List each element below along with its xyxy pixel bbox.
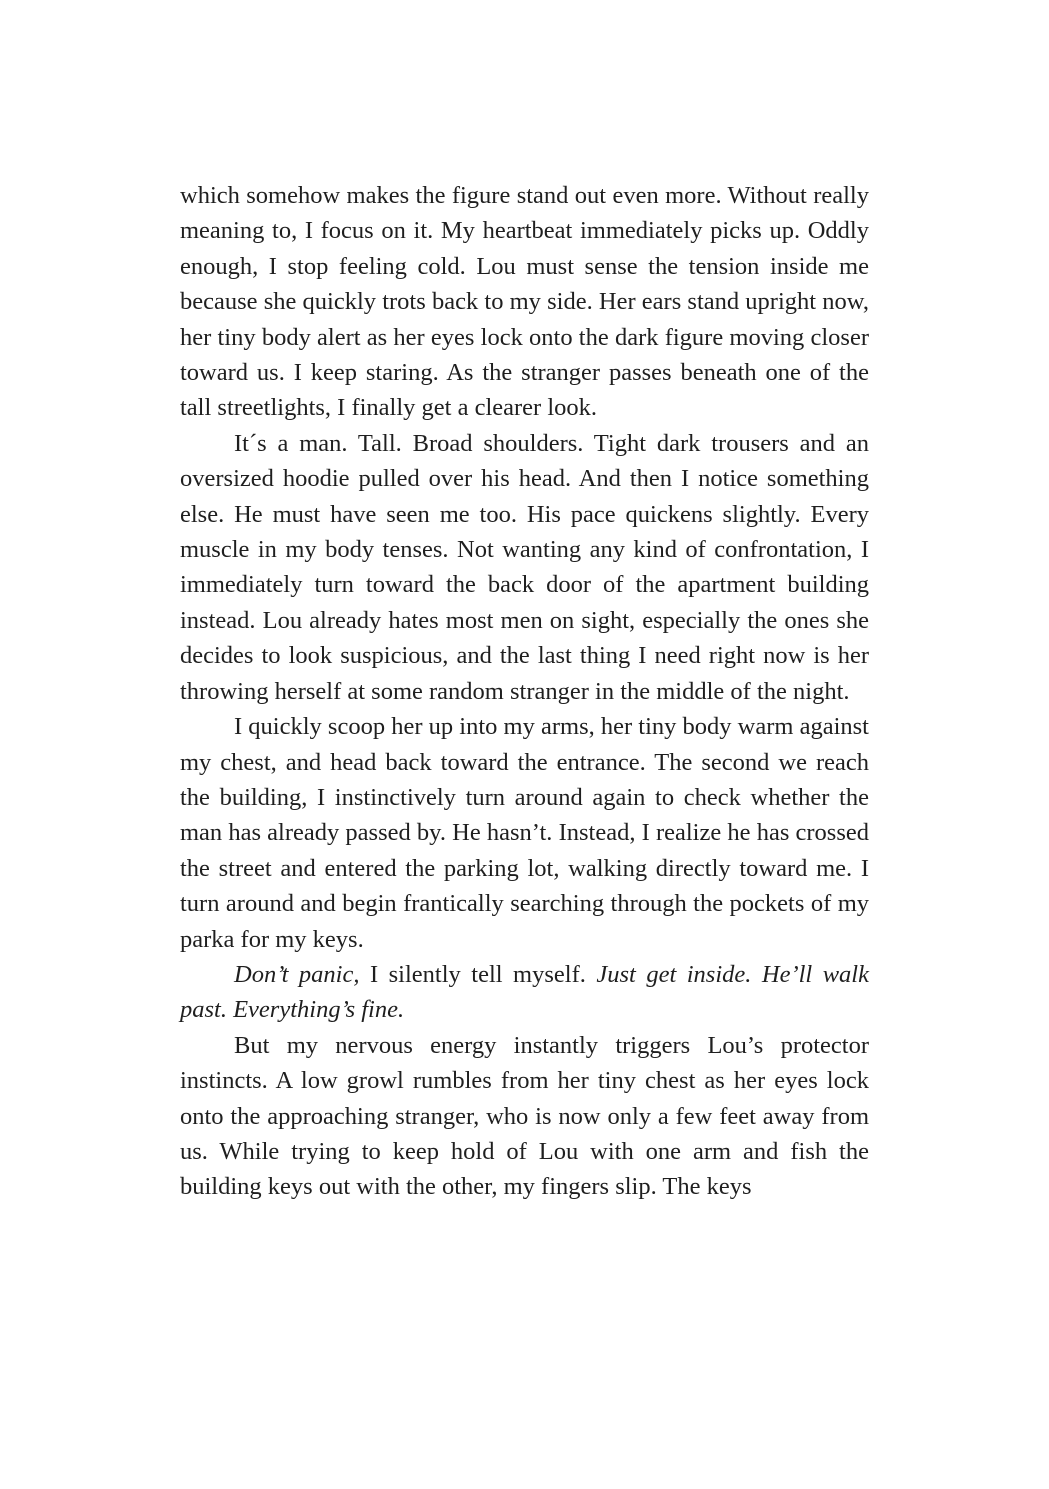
paragraph-2: It´s a man. Tall. Broad shoulders. Tight dark trousers and an oversized hoodie pulled over his head. And then I notice something else. He must have seen me too. His pace quickens slightly. Every muscle in my body tenses. Not wanting any kind of confrontation, I immediately turn toward the back door of the apartment building instead. Lou already hates most men on sight, especially the ones she decides to look suspicious, and the last thing I need right now is her throwing herself at some random stranger in the middle of the night. — [180, 429, 869, 705]
narration-segment: I silently tell myself. — [359, 960, 597, 988]
italic-thought-2: Just get inside. He’ll walk past. Everything’s fine. — [180, 960, 869, 1024]
paragraph-3: I quickly scoop her up into my arms, her tiny body warm against my chest, and head back toward the entrance. The second we reach the building, I instinctively turn around again to check whether the man has already passed by. He hasn’t. Instead, I realize he has crossed the street and entered the parking lot, walking directly toward me. I turn around and begin frantically searching through the pockets of my parka for my keys. — [180, 713, 869, 953]
page-body — [180, 178, 869, 1205]
paragraph-4 — [180, 957, 869, 1028]
paragraph-5: But my nervous energy instantly triggers Lou’s protector instincts. A low growl rumbles from her tiny chest as her eyes lock onto the approaching stranger, who is now only a few feet away from us. While trying to keep hold of Lou with one arm and fish the building keys out with the other, my fingers slip. The keys — [180, 1031, 869, 1201]
paragraph-1: which somehow makes the figure stand out even more. Without really meaning to, I focus on it. My heartbeat immediately picks up. Oddly enough, I stop feeling cold. Lou must sense the tension inside me because she quickly trots back to my side. Her ears stand upright now, her tiny body alert as her eyes lock onto the dark figure moving closer toward us. I keep staring. As the stranger passes beneath one of the tall streetlights, I finally get a clearer look. — [180, 182, 869, 422]
italic-thought-1: Don’t panic, — [234, 960, 360, 988]
